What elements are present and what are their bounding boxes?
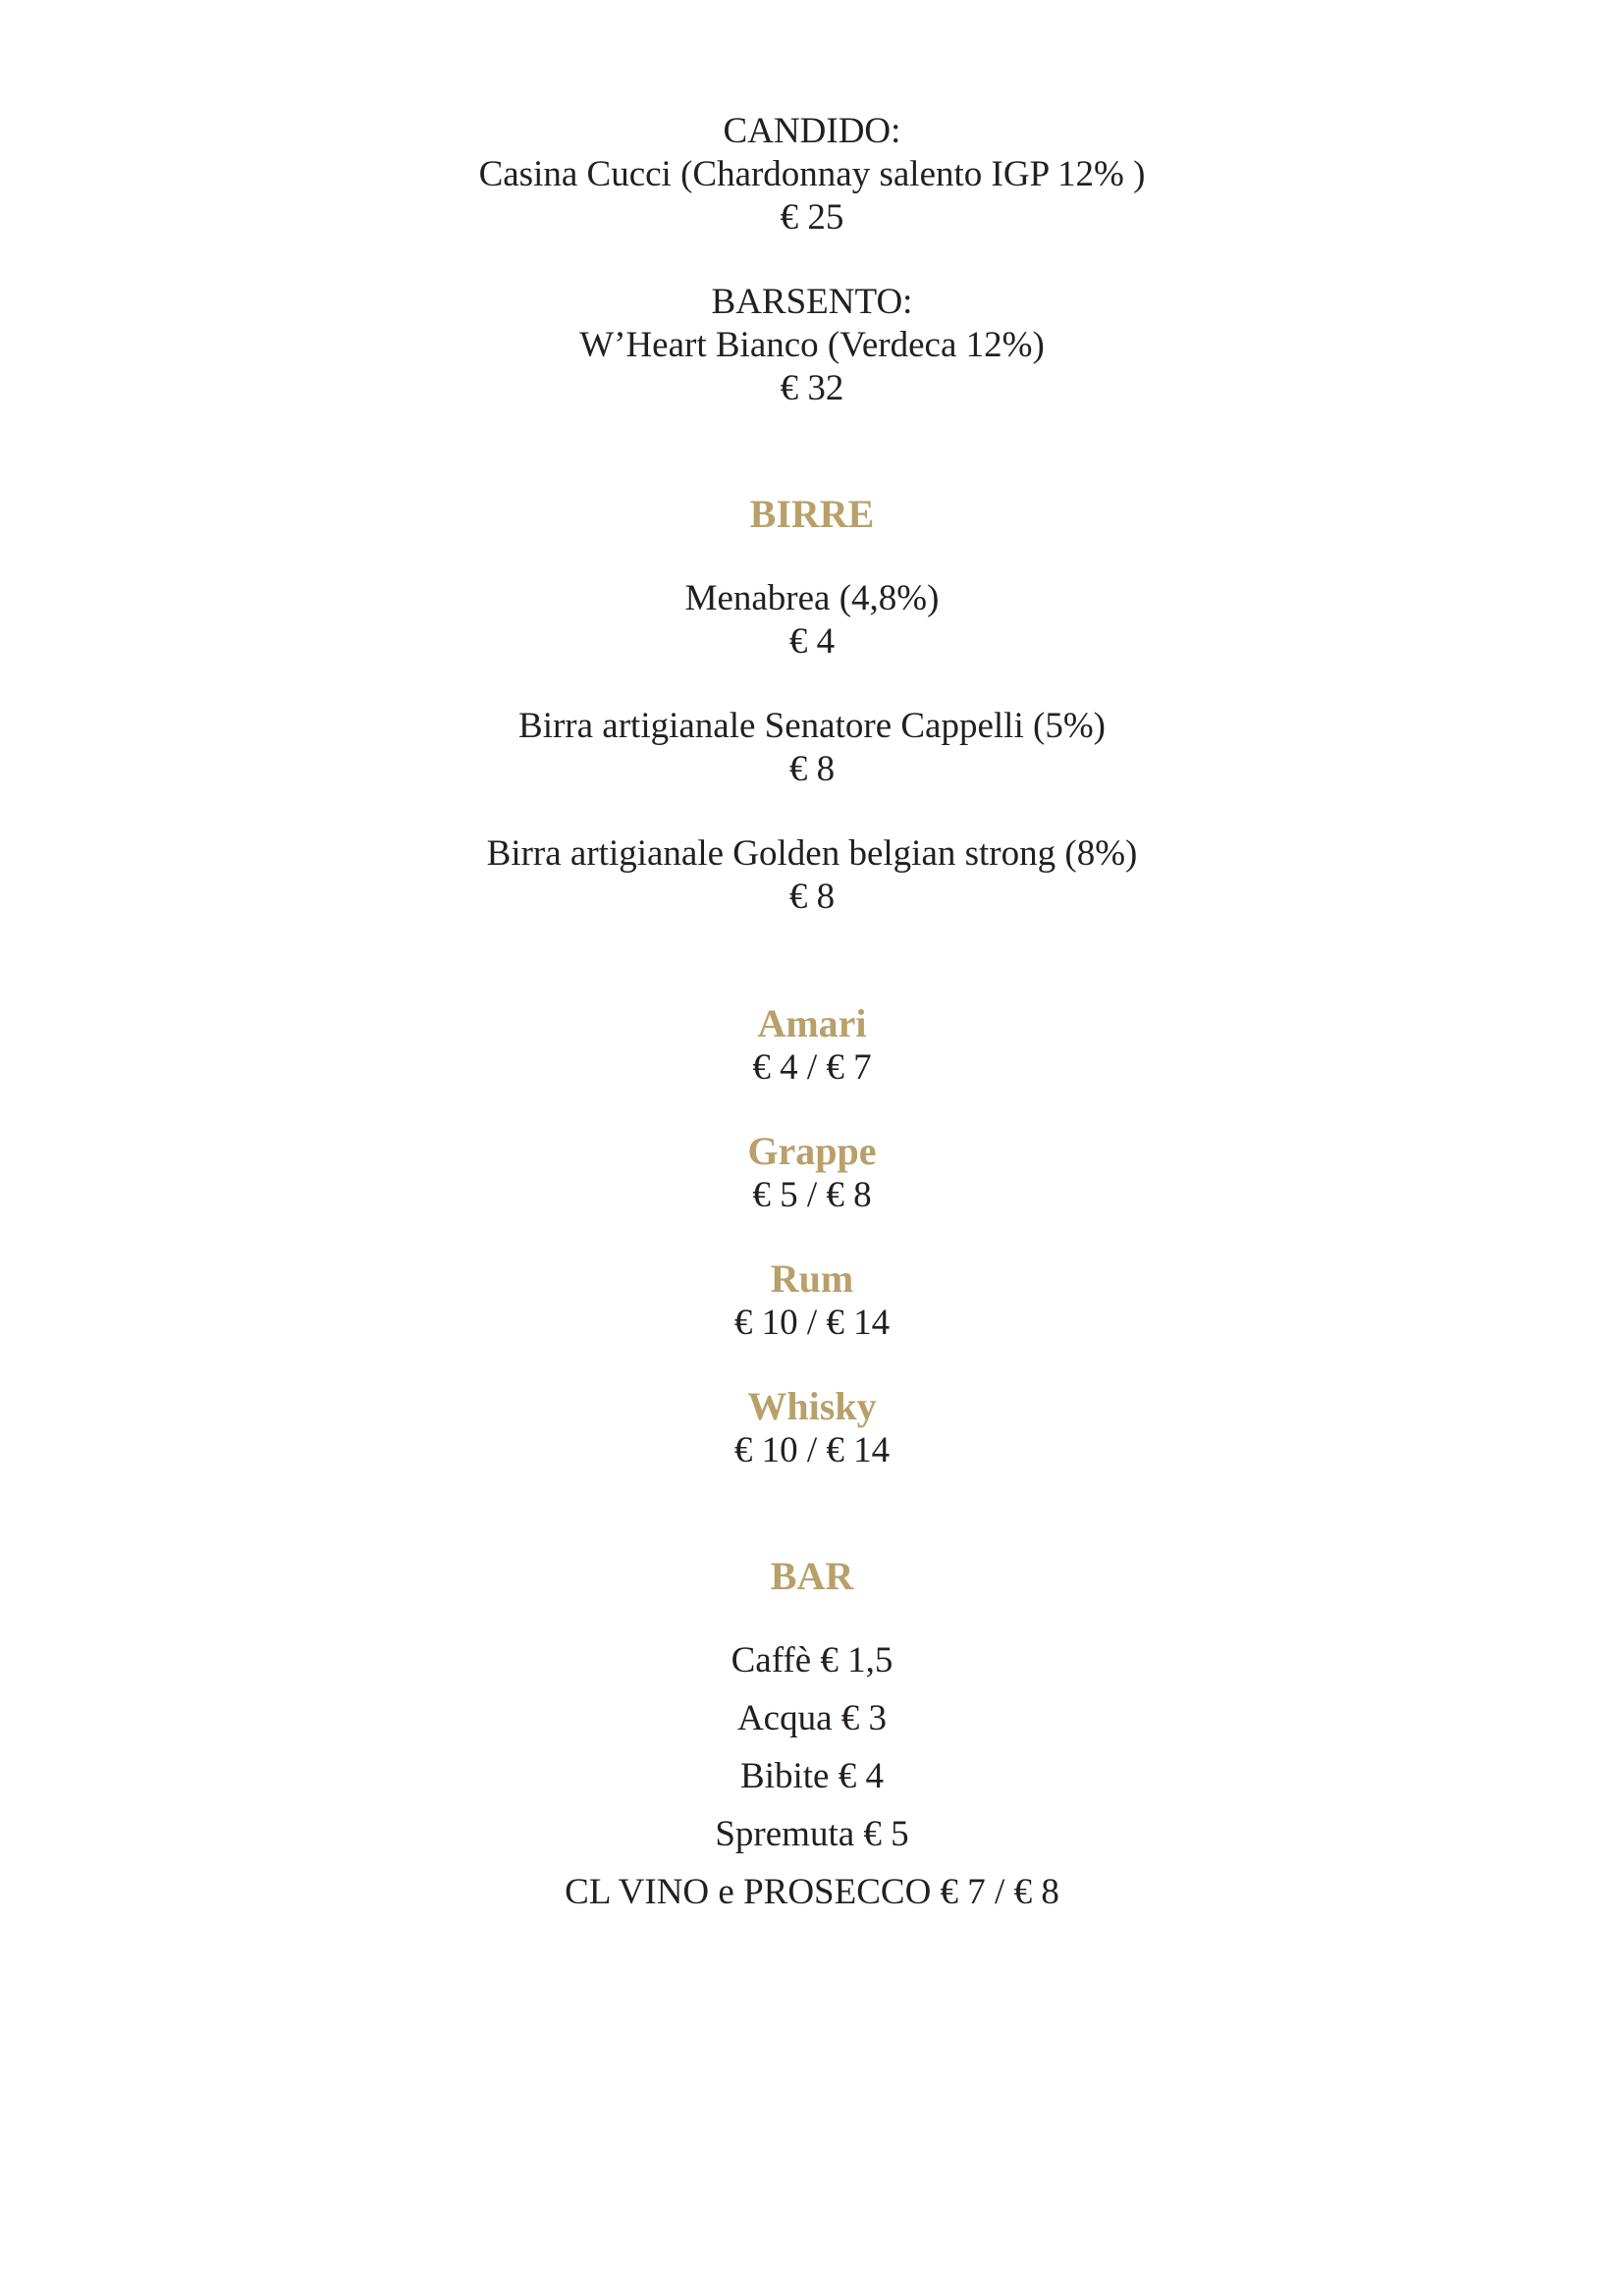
spirit-price: € 10 / € 14 [733, 1303, 891, 1343]
spirit-price: € 4 / € 7 [752, 1047, 872, 1088]
beer-name: Birra artigianale Golden belgian strong (8%) [486, 833, 1138, 874]
bar-item: Acqua € 3 [736, 1698, 888, 1738]
wine-price: € 32 [780, 368, 844, 408]
spirit-heading-whisky: Whisky [747, 1384, 877, 1428]
beer-price: € 4 [788, 621, 836, 662]
bar-item: Spremuta € 5 [715, 1814, 909, 1854]
spirit-price: € 10 / € 14 [733, 1430, 891, 1470]
beer-price: € 8 [788, 877, 836, 917]
wine-description: Casina Cucci (Chardonnay salento IGP 12% ) [478, 154, 1146, 194]
beer-name: Menabrea (4,8%) [684, 578, 940, 618]
spirit-heading-rum: Rum [770, 1256, 854, 1301]
wine-price: € 25 [780, 197, 844, 238]
section-heading-birre: BIRRE [749, 492, 875, 536]
spirit-heading-grappe: Grappe [747, 1129, 877, 1173]
bar-item: CL VINO e PROSECCO € 7 / € 8 [565, 1872, 1059, 1912]
spirit-price: € 5 / € 8 [752, 1175, 872, 1215]
wine-producer: CANDIDO: [723, 111, 901, 151]
bar-item: Bibite € 4 [740, 1756, 884, 1796]
section-heading-bar: BAR [770, 1554, 854, 1598]
beer-price: € 8 [788, 749, 836, 789]
wine-producer: BARSENTO: [711, 282, 913, 322]
bar-item: Caffè € 1,5 [731, 1640, 893, 1681]
spirit-heading-amari: Amari [757, 1001, 867, 1045]
wine-description: W’Heart Bianco (Verdeca 12%) [579, 325, 1045, 365]
beer-name: Birra artigianale Senatore Cappelli (5%) [518, 706, 1106, 746]
